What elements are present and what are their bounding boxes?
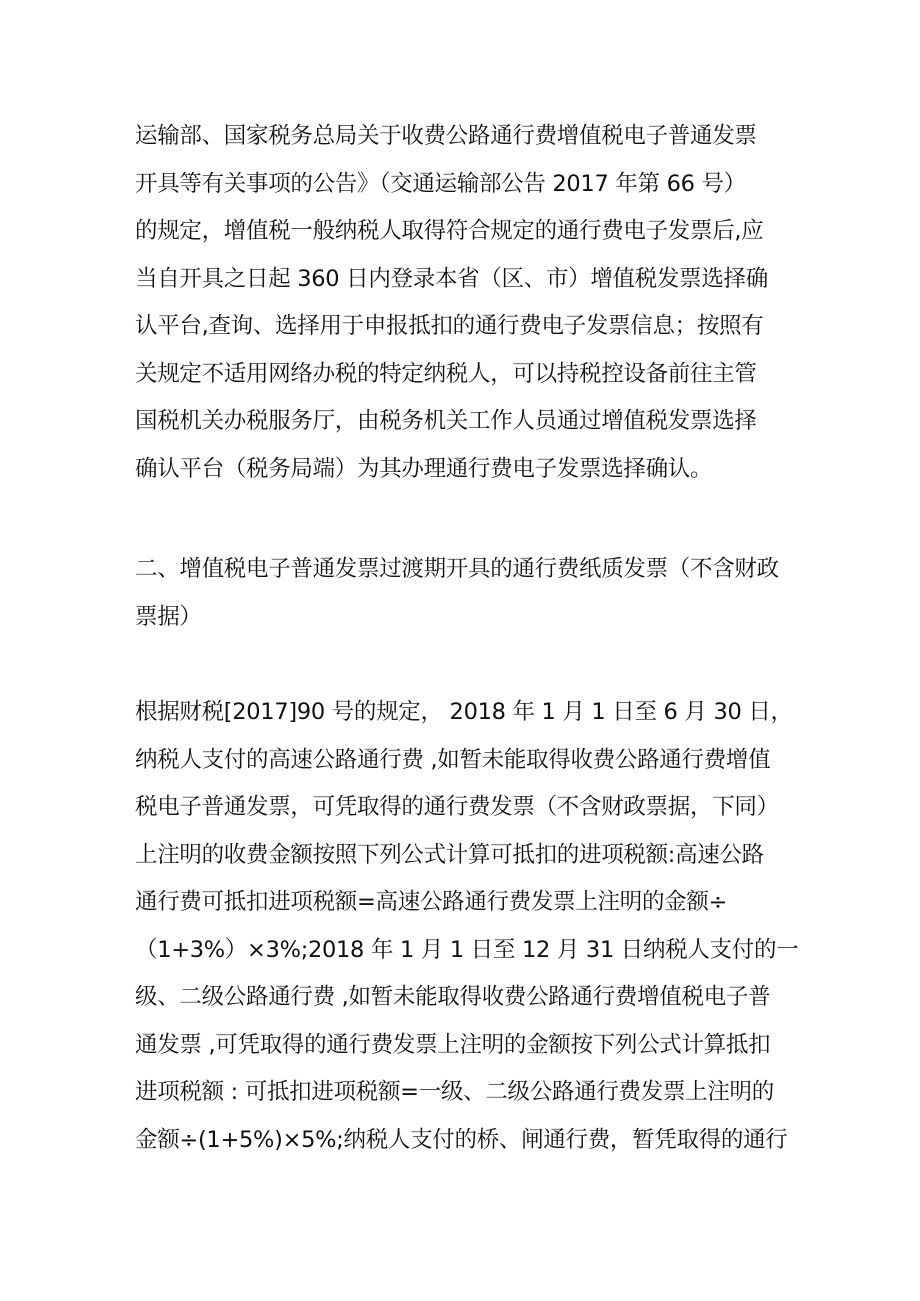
text-line: 票据） [135, 603, 202, 630]
text-line: 税电子普通发票，可凭取得的通行费发票（不含财政票据，下同） [135, 794, 779, 820]
text-line: 根据财税[2017]90 号的规定， 2018 年 1 月 1 日至 6 月 30 日， [135, 699, 793, 725]
text-line: （1+3%）×3%;2018 年 1 月 1 日至 12 月 31 日纳税人支付的一 [135, 936, 799, 963]
text-line: 上注明的收费金额按照下列公式计算可抵扣的进项税额:高速公路 [135, 841, 764, 868]
text-line: 国税机关办税服务厅，由税务机关工作人员通过增值税发票选择 [135, 408, 757, 434]
text-line: 纳税人支付的高速公路通行费 ,如暂未能取得收费公路通行费增值 [135, 746, 771, 773]
paragraph-transition-period [135, 689, 835, 1164]
text-line: 金额÷(1+5%)×5%;纳税人支付的桥、闸通行费，暂凭取得的通行 [135, 1126, 788, 1153]
paragraph-regulation [135, 113, 835, 493]
text-line: 通发票 ,可凭取得的通行费发票上注明的金额按下列公式计算抵扣 [135, 1031, 771, 1058]
text-line: 进项税额 : 可抵扣进项税额=一级、二级公路通行费发票上注明的 [135, 1079, 774, 1105]
text-line: 认平台,查询、选择用于申报抵扣的通行费电子发票信息；按照有 [135, 313, 764, 339]
text-line: 二、增值税电子普通发票过渡期开具的通行费纸质发票（不含财政 [135, 556, 779, 582]
text-line: 当自开具之日起 360 日内登录本省（区、市）增值税发票选择确 [135, 265, 768, 292]
text-line: 通行费可抵扣进项税额=高速公路通行费发票上注明的金额÷ [135, 889, 728, 915]
text-line: 关规定不适用网络办税的特定纳税人，可以持税控设备前往主管 [135, 360, 757, 387]
text-line: 的规定，增值税一般纳税人取得符合规定的通行费电子发票后,应 [135, 218, 764, 244]
text-line: 确认平台（税务局端）为其办理通行费电子发票选择确认。 [135, 455, 713, 482]
section-heading [135, 546, 835, 641]
text-line: 开具等有关事项的公告》（交通运输部公告 2017 年第 66 号） [135, 170, 746, 197]
text-line: 运输部、国家税务总局关于收费公路通行费增值税电子普通发票 [135, 123, 757, 149]
text-line: 级、二级公路通行费 ,如暂未能取得收费公路通行费增值税电子普 [135, 984, 771, 1010]
